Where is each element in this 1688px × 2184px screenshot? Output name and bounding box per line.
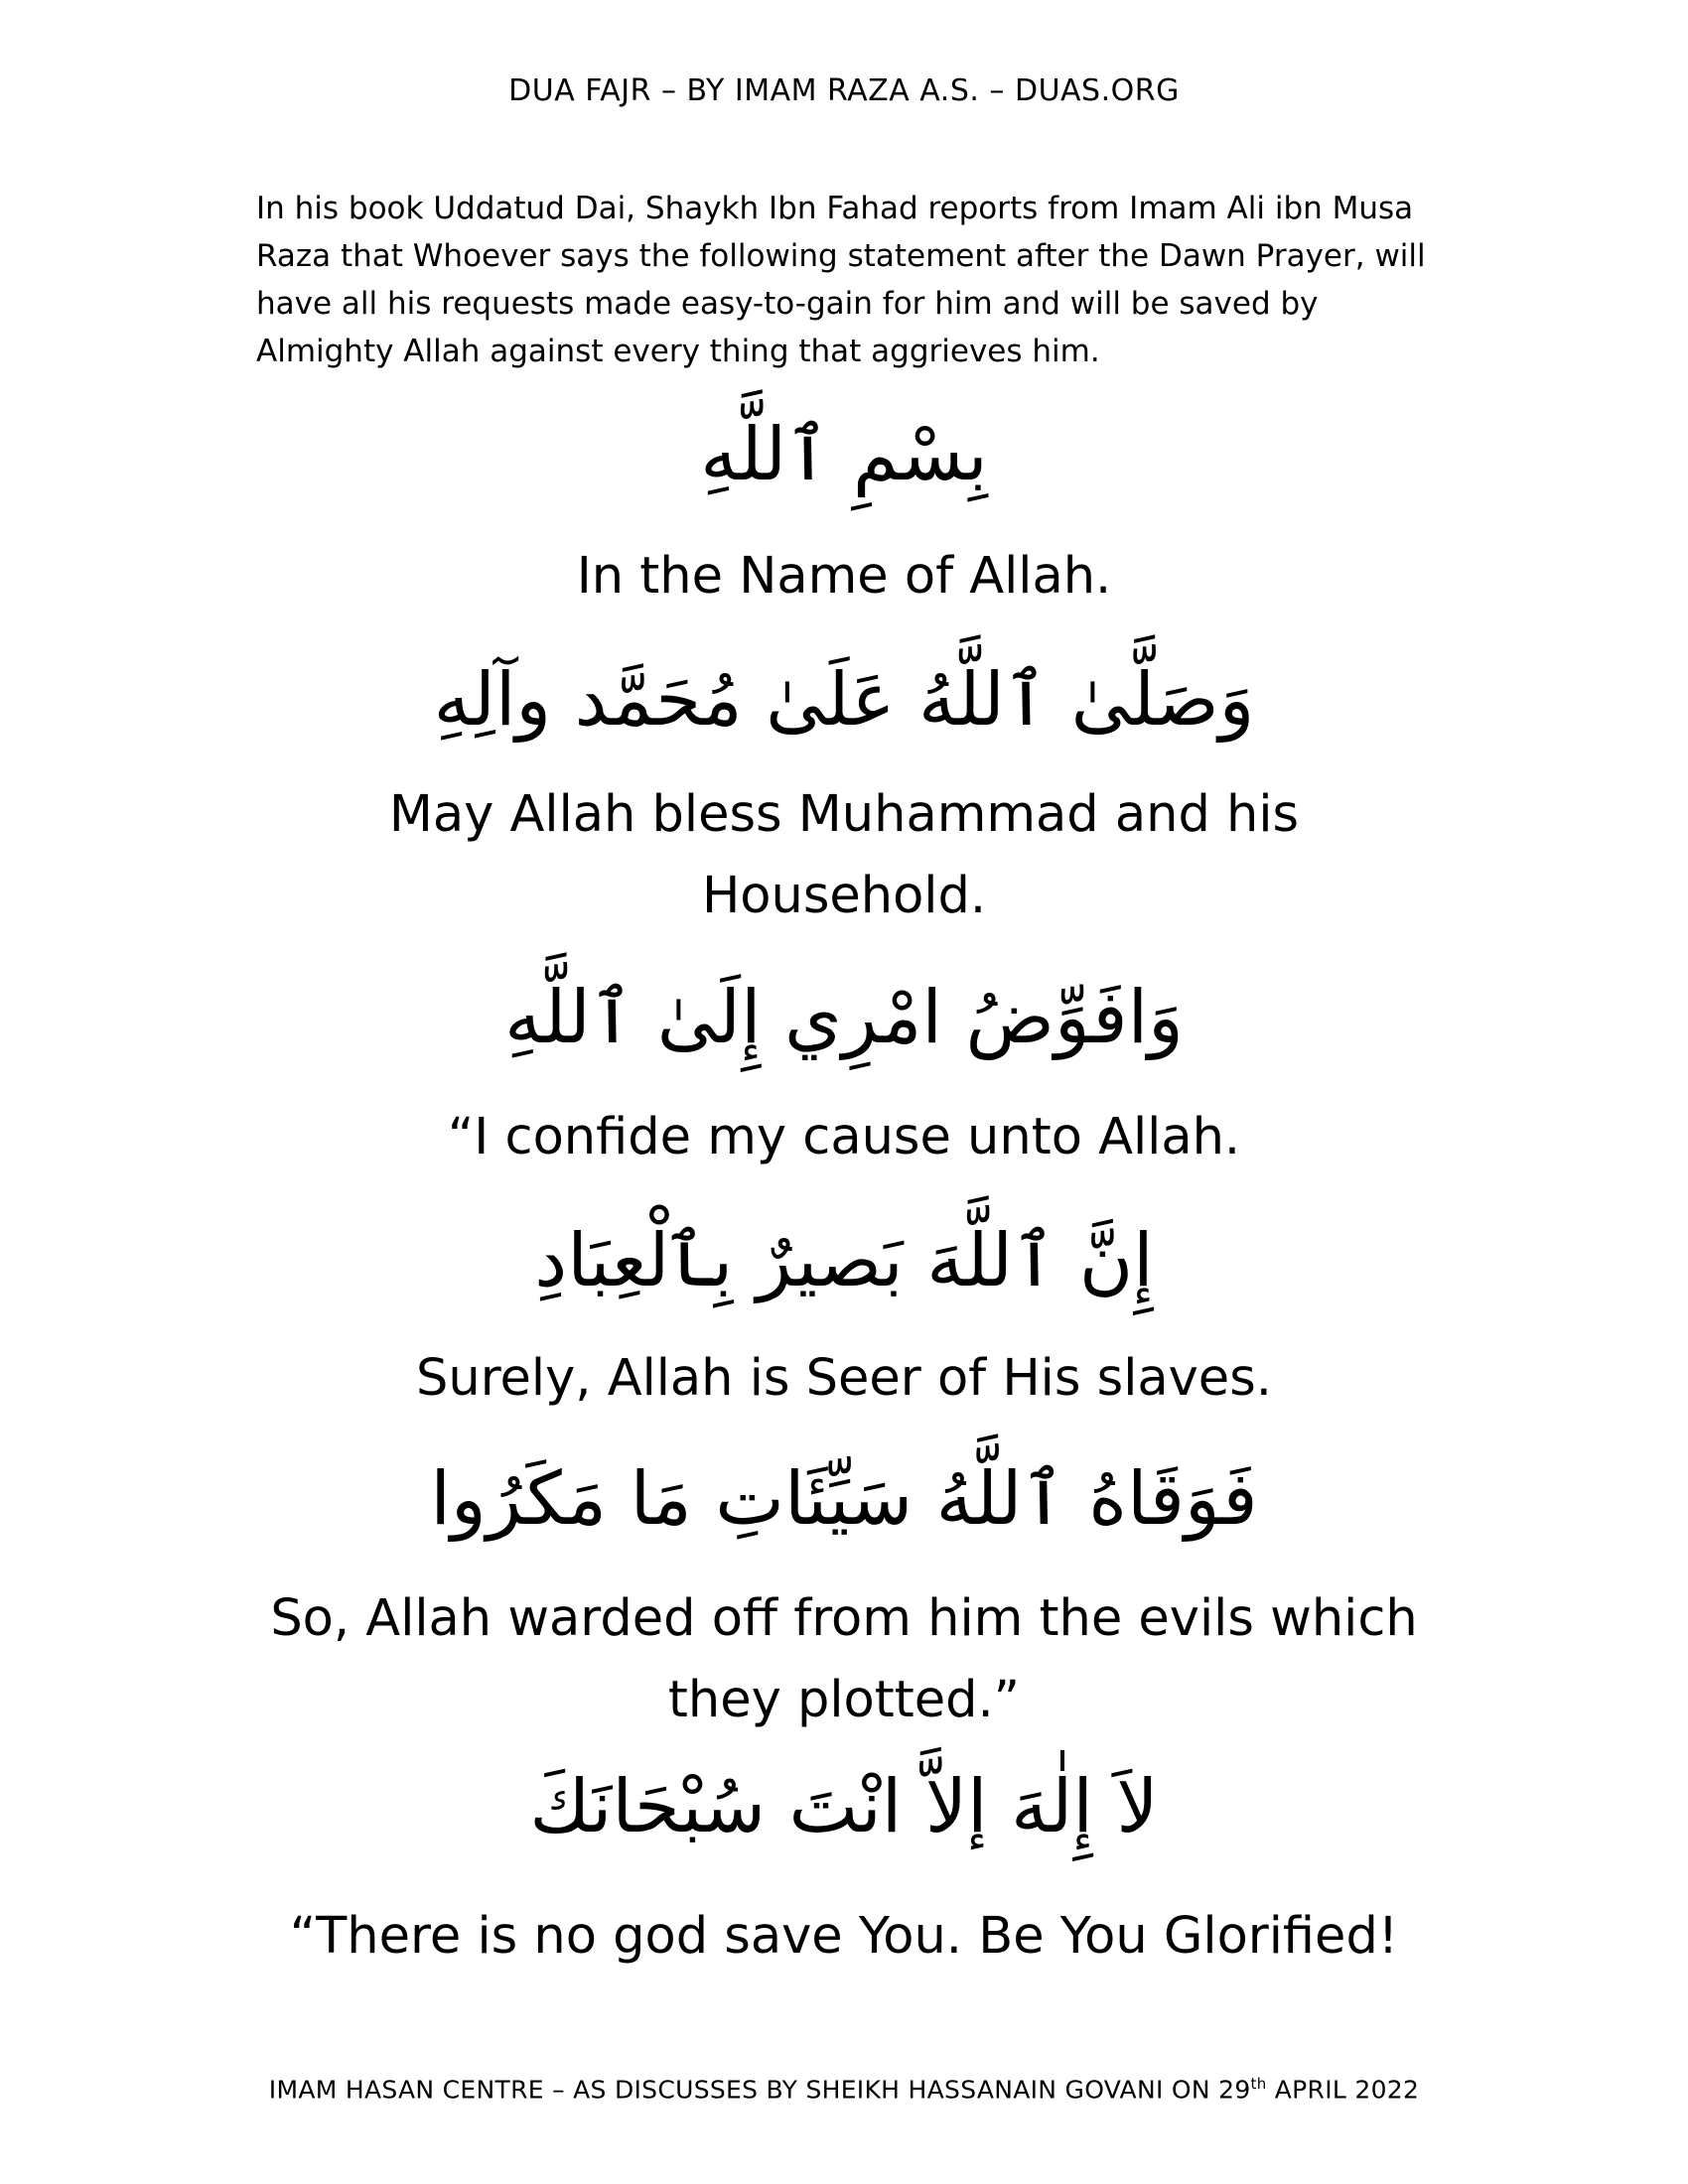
verse-4-translation-block (0, 1338, 1688, 1420)
page-header: DUA FAJR – BY IMAM RAZA A.S. – DUAS.ORG (508, 73, 1180, 108)
verse-6-translation-block (0, 1896, 1688, 1978)
page-footer (0, 2075, 1688, 2104)
verse-1-translation: In the Name of Allah. (576, 547, 1112, 606)
verse-5-translation: So, Allah warded off from him the evils which they plotted.” (270, 1589, 1418, 1729)
footer-ordinal-suffix: th (1250, 2075, 1267, 2093)
verse-4-arabic: إِنَّ ٱللَّهَ بَصيرٌ بِٱلْعِبَادِ (534, 1218, 1154, 1303)
verse-3-translation-block (0, 1097, 1688, 1178)
verse-6 (0, 1757, 1688, 1856)
verse-4 (0, 1211, 1688, 1310)
verse-5 (0, 1449, 1688, 1549)
footer-text-after: APRIL 2022 (1266, 2075, 1420, 2105)
verse-6-arabic: لاَ إِلٰهَ إلاَّ انْتَ سُبْحَانَكَ (529, 1764, 1159, 1849)
verse-1-arabic: بِسْمِ ٱللَّهِ (700, 412, 988, 497)
verse-5-arabic: فَوَقَاهُ ٱللَّهُ سَيِّئَاتِ مَا مَكَرُوا (430, 1456, 1258, 1542)
verse-1-translation-block (0, 536, 1688, 617)
footer-text-before: IMAM HASAN CENTRE – AS DISCUSSES BY SHEIKH HASSANAIN GOVANI ON 29 (268, 2075, 1251, 2105)
verse-2-translation-block (0, 774, 1688, 937)
verse-2-translation: May Allah bless Muhammad and his Household. (388, 785, 1300, 925)
verse-2-arabic: وَصَلَّىٰ ٱللَّهُ عَلَىٰ مُحَمَّد وآلِهِ (433, 657, 1255, 743)
verse-6-translation: “There is no god save You. Be You Glorified! (289, 1907, 1399, 1966)
verse-3-translation: “I confide my cause unto Allah. (447, 1108, 1241, 1166)
intro-paragraph: In his book Uddatud Dai, Shaykh Ibn Fahad reports from Imam Ali ibn Musa Raza that Whoever says the following statement after the Dawn Prayer, will have all his requests made easy-to-gain for him and will be saved by Almighty Allah against every thing that aggrieves him. (256, 191, 1426, 369)
verse-3-arabic: وَافَوِّضُ امْرِي إِلَىٰ ٱللَّهِ (504, 975, 1184, 1060)
verse-4-translation: Surely, Allah is Seer of His slaves. (416, 1349, 1272, 1408)
verse-5-translation-block (0, 1578, 1688, 1741)
verse-2 (0, 650, 1688, 750)
verse-3 (0, 968, 1688, 1067)
verse-1 (0, 405, 1688, 504)
